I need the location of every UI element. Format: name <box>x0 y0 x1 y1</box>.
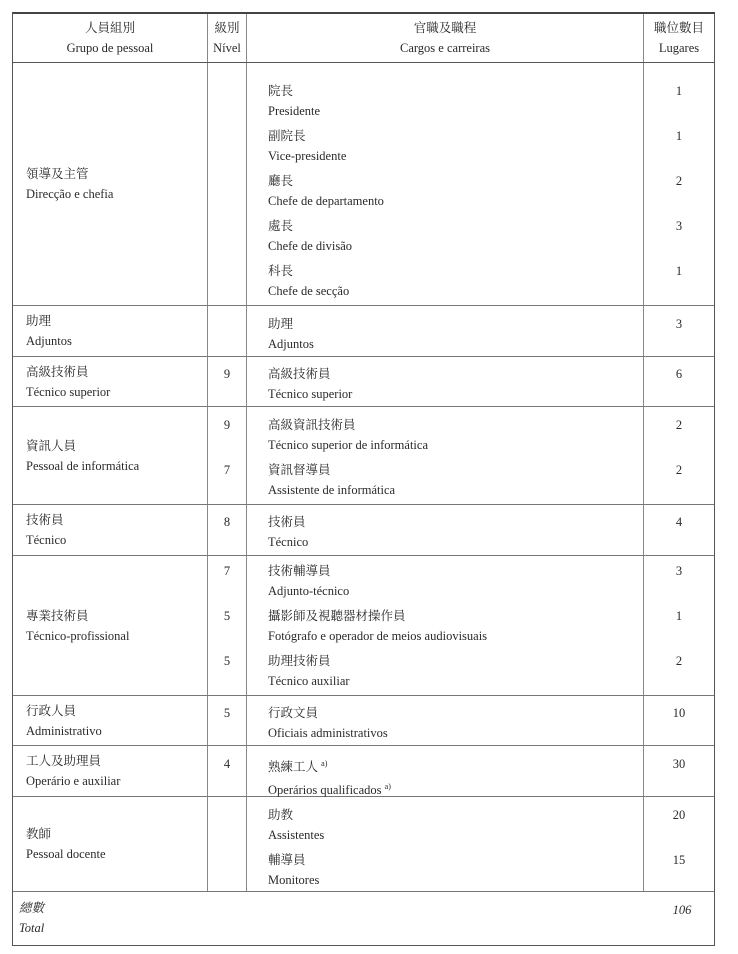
places-value: 3 <box>675 564 683 578</box>
items <box>644 407 714 505</box>
group-label-cn: 資訊人員 <box>26 438 77 453</box>
post-name-cn-text: 技術輔導員 <box>268 564 331 578</box>
post-name-cn <box>268 415 643 435</box>
level-cell <box>208 505 247 555</box>
items <box>644 357 714 409</box>
post-name-pt <box>268 626 643 646</box>
post-item <box>247 754 643 799</box>
post-name-cn <box>268 314 643 334</box>
posts-cell <box>247 63 644 305</box>
post-name-cn <box>268 606 643 626</box>
post-name-pt <box>268 236 643 256</box>
header-level-cn: 級別 <box>214 21 240 35</box>
post-item <box>247 81 643 126</box>
items <box>247 556 643 696</box>
post-name-pt <box>268 191 643 211</box>
table-row <box>13 505 714 556</box>
table-row <box>13 407 714 505</box>
post-name-pt <box>268 532 643 552</box>
post-name-cn-text: 廳長 <box>268 174 294 188</box>
post-name-pt-text: Assistente de informática <box>268 483 396 497</box>
post-name-pt-text: Monitores <box>268 873 320 887</box>
header-group <box>13 14 208 62</box>
level-cell <box>208 556 247 695</box>
items <box>644 797 714 895</box>
group-cell <box>13 407 208 504</box>
header-posts-pt: Cargos e carreiras <box>399 41 490 55</box>
post-name-cn-text: 副院長 <box>268 129 306 143</box>
total-row <box>13 892 714 945</box>
post-name-cn <box>268 171 643 191</box>
post-name-pt-text: Oficiais administrativos <box>268 726 388 740</box>
table-header <box>13 14 714 63</box>
post-name-cn-text: 行政文員 <box>268 706 319 720</box>
post-name-cn-text: 處長 <box>268 219 294 233</box>
items <box>247 696 643 748</box>
total-places: 106 <box>672 903 692 917</box>
post-item <box>247 171 643 216</box>
table-body <box>13 63 714 892</box>
post-name-pt <box>268 825 643 845</box>
items <box>247 63 643 306</box>
items <box>208 505 246 557</box>
post-name-pt-text: Técnico <box>268 535 309 549</box>
post-name-pt <box>268 334 643 354</box>
places-cell <box>644 407 714 504</box>
table-row <box>13 797 714 892</box>
header-group-pt: Grupo de pessoal <box>66 41 154 55</box>
post-name-pt-text: Assistentes <box>268 828 325 842</box>
table-row <box>13 306 714 357</box>
places-value: 2 <box>675 418 683 432</box>
post-name-pt <box>268 870 643 890</box>
post-item <box>247 415 643 460</box>
items <box>208 556 246 696</box>
posts-cell <box>247 306 644 356</box>
post-name-pt-text: Chefe de divisão <box>268 239 353 253</box>
post-name-pt-text: Adjuntos <box>268 337 314 351</box>
places-cell <box>644 696 714 745</box>
post-name-cn <box>268 126 643 146</box>
items <box>644 556 714 696</box>
posts-cell <box>247 746 644 796</box>
places-value: 2 <box>675 463 683 477</box>
level-value <box>208 314 246 359</box>
group-cell <box>13 357 208 406</box>
level-value: 9 <box>223 367 231 381</box>
level-value <box>208 261 246 306</box>
group-cell <box>13 505 208 555</box>
level-value <box>208 171 246 216</box>
post-name-pt-text: Técnico superior de informática <box>268 438 428 452</box>
level-value <box>208 216 246 261</box>
post-name-cn-text: 高級資訊技術員 <box>268 418 356 432</box>
group-cell <box>13 696 208 745</box>
post-name-pt-text: Chefe de departamento <box>268 194 384 208</box>
places-value: 4 <box>675 515 683 529</box>
post-name-pt <box>268 101 643 121</box>
places-value: 1 <box>675 609 683 623</box>
post-name-cn-text: 高級技術員 <box>268 367 331 381</box>
posts-cell <box>247 357 644 406</box>
items <box>247 505 643 557</box>
items <box>247 746 643 799</box>
post-name-cn-text: 助理技術員 <box>268 654 331 668</box>
places-value: 6 <box>675 367 683 381</box>
items <box>247 306 643 359</box>
group-label-pt: Pessoal de informática <box>26 458 140 473</box>
post-name-cn <box>268 364 643 384</box>
post-item <box>247 314 643 359</box>
posts-cell <box>247 696 644 745</box>
level-cell <box>208 63 247 305</box>
items <box>644 306 714 359</box>
footnote-marker: a) <box>321 759 328 768</box>
group-cell <box>13 556 208 695</box>
level-cell <box>208 797 247 891</box>
group-label-cn: 工人及助理員 <box>26 754 102 768</box>
post-name-cn-text: 資訊督導員 <box>268 463 331 477</box>
post-name-cn-text: 助理 <box>268 317 294 331</box>
total-label <box>13 892 650 945</box>
level-value: 4 <box>223 757 231 771</box>
post-item <box>247 850 643 895</box>
post-name-pt <box>268 384 643 404</box>
level-value: 5 <box>223 654 231 668</box>
post-name-cn <box>268 805 643 825</box>
post-item <box>247 606 643 651</box>
post-name-cn <box>268 651 643 671</box>
table-row <box>13 746 714 797</box>
footnote-marker: a) <box>384 782 391 792</box>
places-cell <box>644 306 714 356</box>
post-name-cn-text: 熟練工人 <box>268 760 319 775</box>
level-cell <box>208 306 247 356</box>
group-label-cn: 助理 <box>26 314 52 328</box>
table-row <box>13 63 714 306</box>
post-name-cn <box>268 261 643 281</box>
places-value: 1 <box>675 129 683 143</box>
group-cell <box>13 63 208 305</box>
post-name-pt-text: Presidente <box>268 104 321 118</box>
post-name-pt-text: Operários qualificados <box>268 783 382 798</box>
items <box>247 407 643 505</box>
post-name-cn <box>268 703 643 723</box>
post-item <box>247 512 643 557</box>
post-name-pt-text: Técnico superior <box>268 387 353 401</box>
post-name-pt <box>268 146 643 166</box>
items <box>247 797 643 895</box>
post-name-cn <box>268 561 643 581</box>
post-name-cn <box>268 512 643 532</box>
group-label-cn: 行政人員 <box>26 703 77 718</box>
items <box>247 357 643 409</box>
post-name-pt <box>268 581 643 601</box>
items <box>644 696 714 748</box>
post-name-pt <box>268 480 643 500</box>
post-item <box>247 261 643 306</box>
post-name-pt <box>268 723 643 743</box>
post-name-pt <box>268 281 643 301</box>
posts-cell <box>247 556 644 695</box>
table-row <box>13 696 714 746</box>
places-value: 20 <box>672 808 686 822</box>
group-label-pt: Técnico <box>26 533 67 547</box>
table-row <box>13 357 714 407</box>
post-item <box>247 460 643 505</box>
items <box>208 746 246 799</box>
places-value: 10 <box>672 706 686 720</box>
header-posts-cn: 官職及職程 <box>413 21 477 35</box>
post-name-cn-text: 院長 <box>268 84 294 98</box>
group-label-pt: Técnico superior <box>26 384 111 399</box>
posts-cell <box>247 505 644 555</box>
post-name-cn <box>268 850 643 870</box>
post-item <box>247 651 643 696</box>
table-row <box>13 556 714 696</box>
level-cell <box>208 746 247 796</box>
post-item <box>247 216 643 261</box>
posts-cell <box>247 797 644 891</box>
group-label-cn: 領導及主管 <box>26 167 89 181</box>
places-cell <box>644 357 714 406</box>
level-cell <box>208 696 247 745</box>
group-cell <box>13 797 208 891</box>
total-label-cn: 總數 <box>19 901 45 915</box>
items <box>208 357 246 409</box>
level-value <box>208 81 246 126</box>
items <box>208 407 246 505</box>
level-value <box>208 850 246 895</box>
places-value: 1 <box>675 264 683 278</box>
group-label-pt: Pessoal docente <box>26 847 106 861</box>
post-item <box>247 126 643 171</box>
places-value: 2 <box>675 174 683 188</box>
items <box>208 306 246 359</box>
level-value <box>208 126 246 171</box>
level-value: 7 <box>223 564 231 578</box>
items <box>208 696 246 748</box>
items <box>644 746 714 799</box>
group-label-pt: Adjuntos <box>26 334 72 348</box>
places-value: 3 <box>675 317 683 331</box>
group-label-cn: 專業技術員 <box>26 608 89 623</box>
level-value: 5 <box>223 609 231 623</box>
items <box>644 505 714 557</box>
post-name-cn-text: 輔導員 <box>268 853 306 867</box>
post-name-pt-text: Fotógrafo e operador de meios audiovisuais <box>268 629 488 643</box>
group-label-cn: 教師 <box>26 827 52 841</box>
items <box>208 797 246 895</box>
post-name-cn <box>268 754 643 777</box>
places-cell <box>644 505 714 555</box>
post-name-pt-text: Adjunto-técnico <box>268 584 350 598</box>
places-cell <box>644 797 714 891</box>
items <box>644 63 714 306</box>
group-label-pt: Operário e auxiliar <box>26 774 121 788</box>
post-name-pt-text: Técnico auxiliar <box>268 674 350 688</box>
places-value: 15 <box>672 853 686 867</box>
header-group-cn: 人員組別 <box>84 21 135 35</box>
posts-cell <box>247 407 644 504</box>
group-label-pt: Direcção e chefia <box>26 187 114 201</box>
post-name-cn <box>268 81 643 101</box>
places-cell <box>644 63 714 305</box>
group-cell <box>13 306 208 356</box>
group-label-pt: Administrativo <box>26 723 102 738</box>
places-value: 30 <box>672 757 686 771</box>
post-item <box>247 703 643 748</box>
post-name-cn-text: 科長 <box>268 264 294 278</box>
level-cell <box>208 357 247 406</box>
places-cell <box>644 746 714 796</box>
post-name-pt-text: Chefe de secção <box>268 284 350 298</box>
level-value: 5 <box>223 706 231 720</box>
total-label-pt: Total <box>19 921 45 935</box>
level-value: 7 <box>223 463 231 477</box>
post-item <box>247 561 643 606</box>
post-name-cn-text: 攝影師及視聽器材操作員 <box>268 609 406 623</box>
group-label-cn: 技術員 <box>26 513 64 527</box>
header-posts <box>247 14 644 62</box>
header-places-pt: Lugares <box>658 41 700 55</box>
group-label-cn: 高級技術員 <box>26 364 89 379</box>
header-level <box>208 14 247 62</box>
items <box>208 63 246 306</box>
header-places <box>644 14 714 62</box>
level-value: 8 <box>223 515 231 529</box>
staff-table <box>12 12 715 946</box>
level-value <box>208 805 246 850</box>
places-cell <box>644 556 714 695</box>
post-name-cn-text: 技術員 <box>268 515 306 529</box>
group-cell <box>13 746 208 796</box>
post-item <box>247 364 643 409</box>
post-name-pt <box>268 435 643 455</box>
post-name-pt <box>268 671 643 691</box>
header-level-pt: Nível <box>213 41 241 55</box>
group-label-pt: Técnico-profissional <box>26 628 130 643</box>
header-places-cn: 職位數目 <box>653 21 704 35</box>
level-value: 9 <box>223 418 231 432</box>
post-name-pt-text: Vice-presidente <box>268 149 347 163</box>
post-name-cn <box>268 216 643 236</box>
post-name-cn-text: 助教 <box>268 808 294 822</box>
post-item <box>247 805 643 850</box>
post-name-cn <box>268 460 643 480</box>
places-value: 1 <box>675 84 683 98</box>
places-value: 3 <box>675 219 683 233</box>
places-value: 2 <box>675 654 683 668</box>
level-cell <box>208 407 247 504</box>
